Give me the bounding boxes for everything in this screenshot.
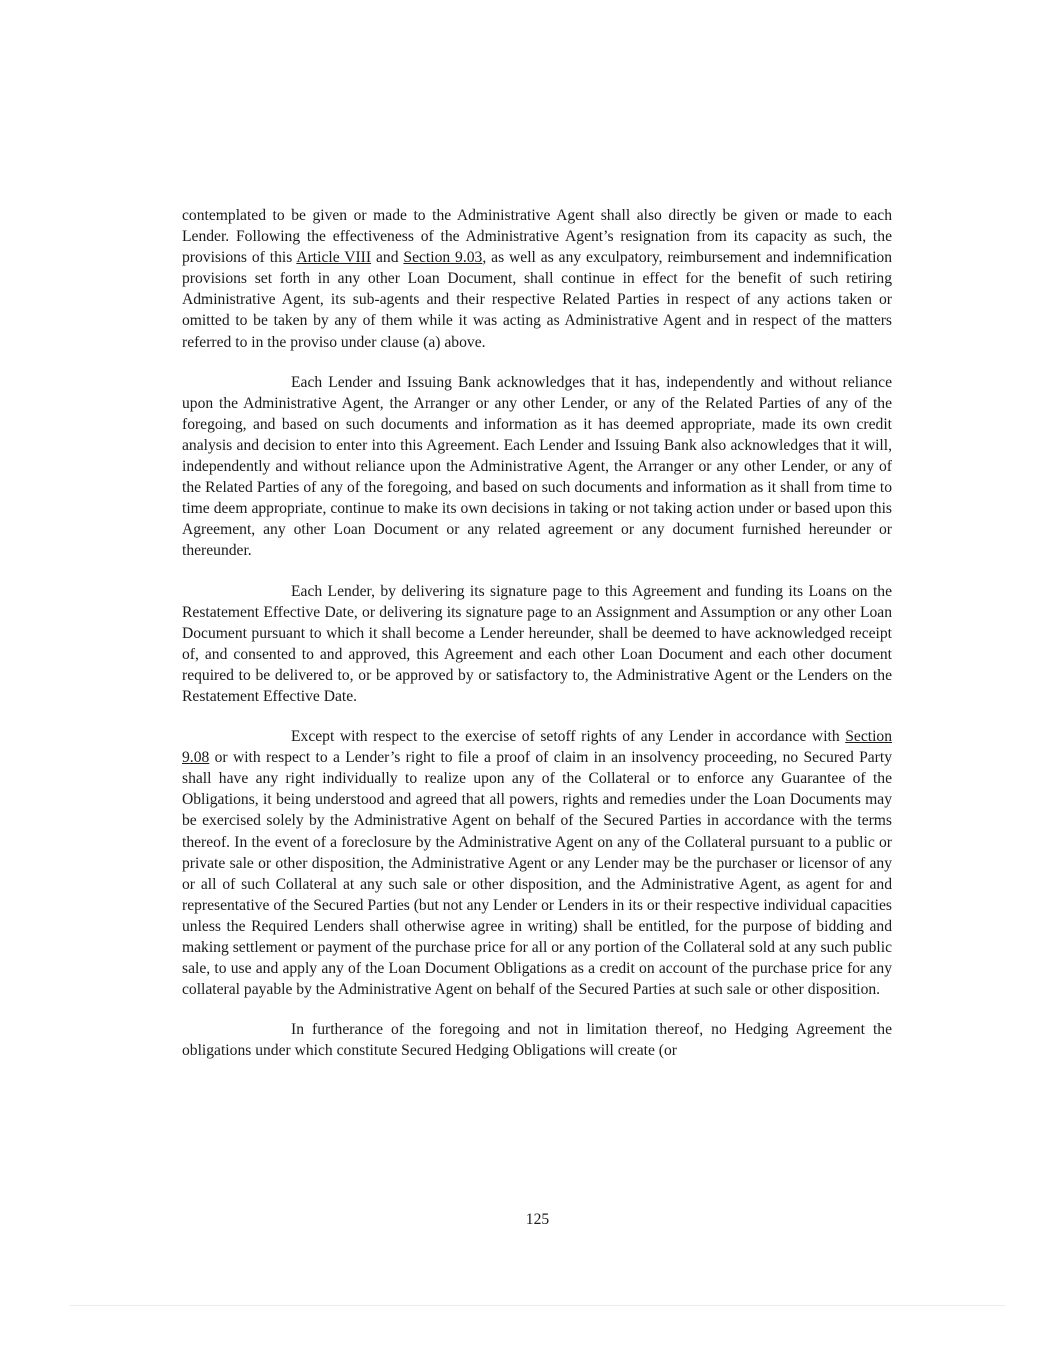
bottom-divider	[70, 1305, 1005, 1306]
paragraph-text: and	[371, 249, 404, 267]
paragraph-text: contemplated to be given or made to the Administrative Agent shall also directly be given or made to each Lender. Following the effectiveness of the Administrative Agent’s resignation from its capacity as such, the provisions of this	[182, 207, 892, 267]
paragraph-setoff-rights	[182, 726, 892, 1000]
section-9-03-reference: Section 9.03	[403, 249, 483, 267]
document-body	[182, 205, 892, 1080]
paragraph-independent-credit-analysis: Each Lender and Issuing Bank acknowledges that it has, independently and without reliance upon the Administrative Agent, the Arranger or any other Lender, or any of the Related Parties of any of the foregoing, and based on such documents and information as it has deemed appropriate, made its own credit analysis and decision to enter into this Agreement. Each Lender and Issuing Bank also acknowledges that it will, independently and without reliance upon the Administrative Agent, the Arranger or any other Lender, or any of the Related Parties of any of the foregoing, and based on such documents and information as it shall from time to time deem appropriate, continue to make its own decisions in taking or not taking action under or based upon this Agreement, any other Loan Document or any related agreement or any document furnished hereunder or thereunder.	[182, 373, 892, 560]
paragraph-text: Except with respect to the exercise of setoff rights of any Lender in accordance with	[291, 728, 846, 746]
article-viii-reference: Article VIII	[296, 249, 372, 267]
paragraph-text: or with respect to a Lender’s right to file a proof of claim in an insolvency proceeding, no Secured Party shall have any right individually to realize upon any of the Collateral or to enforce any Guarantee of the Obligations, it being understood and agreed that all powers, rights and remedies under the Loan Documents may be exercised solely by the Administrative Agent on behalf of the Secured Parties in accordance with the terms thereof. In the event of a foreclosure by the Administrative Agent on any of the Collateral pursuant to a public or private sale or other disposition, the Administrative Agent or any Lender may be the purchaser or licensor of any or all of such Collateral at any such sale or other disposition, and the Administrative Agent, as agent for and representative of the Secured Parties (but not any Lender or Lenders in its or their respective individual capacities unless the Required Lenders shall otherwise agree in writing) shall be entitled, for the purpose of bidding and making settlement or payment of the purchase price for all or any portion of the Collateral sold at any such public sale, to use and apply any of the Loan Document Obligations as a credit on account of the purchase price for any collateral payable by the Administrative Agent on behalf of the Secured Parties at such sale or other disposition.	[182, 749, 892, 999]
section-9-08-reference: Section 9.08	[182, 728, 892, 767]
paragraph-resignation-effect	[182, 205, 892, 353]
page-number: 125	[525, 1211, 550, 1228]
paragraph-text: , as well as any exculpatory, reimbursement and indemnification provisions set forth in any other Loan Document, shall continue in effect for the benefit of such retiring Administrative Agent, its sub-agents and their respective Related Parties in respect of any actions taken or omitted to be taken by any of them while it was acting as Administrative Agent and in respect of the matters referred to in the proviso under clause (a) above.	[182, 249, 893, 351]
paragraph-hedging-agreement: In furtherance of the foregoing and not in limitation thereof, no Hedging Agreement the obligations under which constitute Secured Hedging Obligations will create (or	[182, 1021, 892, 1060]
paragraph-signature-page-acknowledgment: Each Lender, by delivering its signature page to this Agreement and funding its Loans on the Restatement Effective Date, or delivering its signature page to an Assignment and Assumption or any other Loan Document pursuant to which it shall become a Lender hereunder, shall be deemed to have acknowledged receipt of, and consented to and approved, this Agreement and each other Loan Document and each other document required to be delivered to, or be approved by or satisfactory to, the Administrative Agent or the Lenders on the Restatement Effective Date.	[182, 582, 892, 705]
